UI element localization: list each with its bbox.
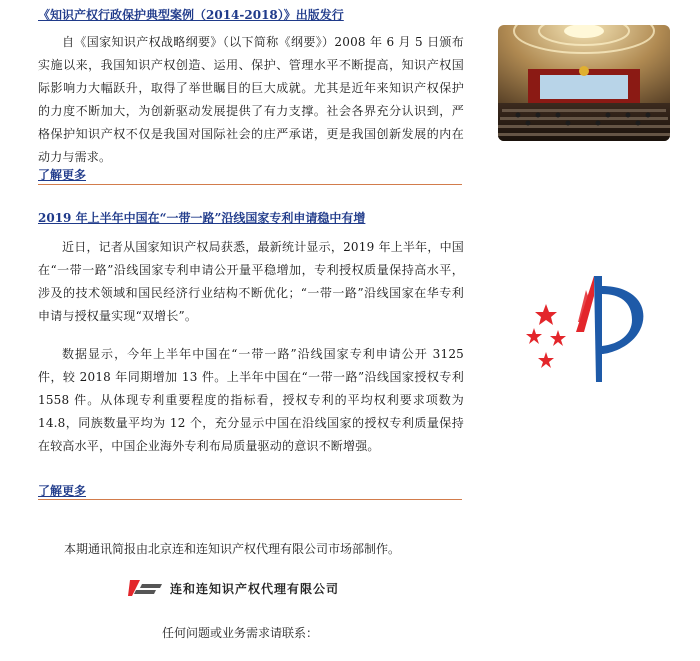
article1-body: 自《国家知识产权战略纲要》（以下简称《纲要》）2008 年 6 月 5 日颁布实施以来，我国知识产权创造、运用、保护、管理水平不断提高，知识产权国际影响力大幅跃升，取得了举世瞩目的巨大成就。尤其是近年来知识产权保护的力度不断加大，为创新驱动发展提供了有力支撑。社会各界充分认识到，严格保护知识产权不仅是我国对国际社会的庄严承诺，更是我国创新发展的内在动力与需求。 [38,35,464,164]
divider [38,499,462,500]
company-logo-mark [128,578,164,598]
article2-title[interactable]: 2019 年上半年中国在“一带一路”沿线国家专利申请稳中有增 [38,211,366,225]
footer-contact: 任何问题或业务需求请联系： [162,626,319,640]
divider [38,184,462,185]
article2-paragraph-2: 数据显示，今年上半年中国在“一带一路”沿线国家专利申请公开 3125 件，较 2018 年同期增加 13 件。上半年中国在“一带一路”沿线国家授权专利 1558 件。从体现专利重要程度的指标看，授权专利的平均权利要求项数为 14.8，同族数量平均为 12 个，充分显示中国在沿线国家的授权专利质量保持在较高水平，中国企业海外专利布局质量驱动的意识不断增强。 [38,347,464,453]
footer-credit: 本期通讯简报由北京连和连知识产权代理有限公司市场部制作。 [64,542,401,556]
article2-paragraph-1: 近日，记者从国家知识产权局获悉，最新统计显示，2019 年上半年，中国在“一带一路”沿线国家专利申请公开量平稳增加，专利授权质量保持高水平，涉及的技术领域和国民经济行业结构不断优化；“一带一路”沿线国家在华专利申请与授权量实现“双增长”。 [38,240,464,323]
article1-title[interactable]: 《知识产权行政保护典型案例（2014-2018）》出版发行 [38,8,344,22]
cnipa-emblem-logo [516,274,654,384]
conference-hall-photo [498,25,670,141]
company-logo [128,578,339,598]
company-name: 连和连知识产权代理有限公司 [170,581,340,596]
article1-more-link[interactable]: 了解更多 [38,168,87,182]
article2-more-link[interactable]: 了解更多 [38,484,87,498]
